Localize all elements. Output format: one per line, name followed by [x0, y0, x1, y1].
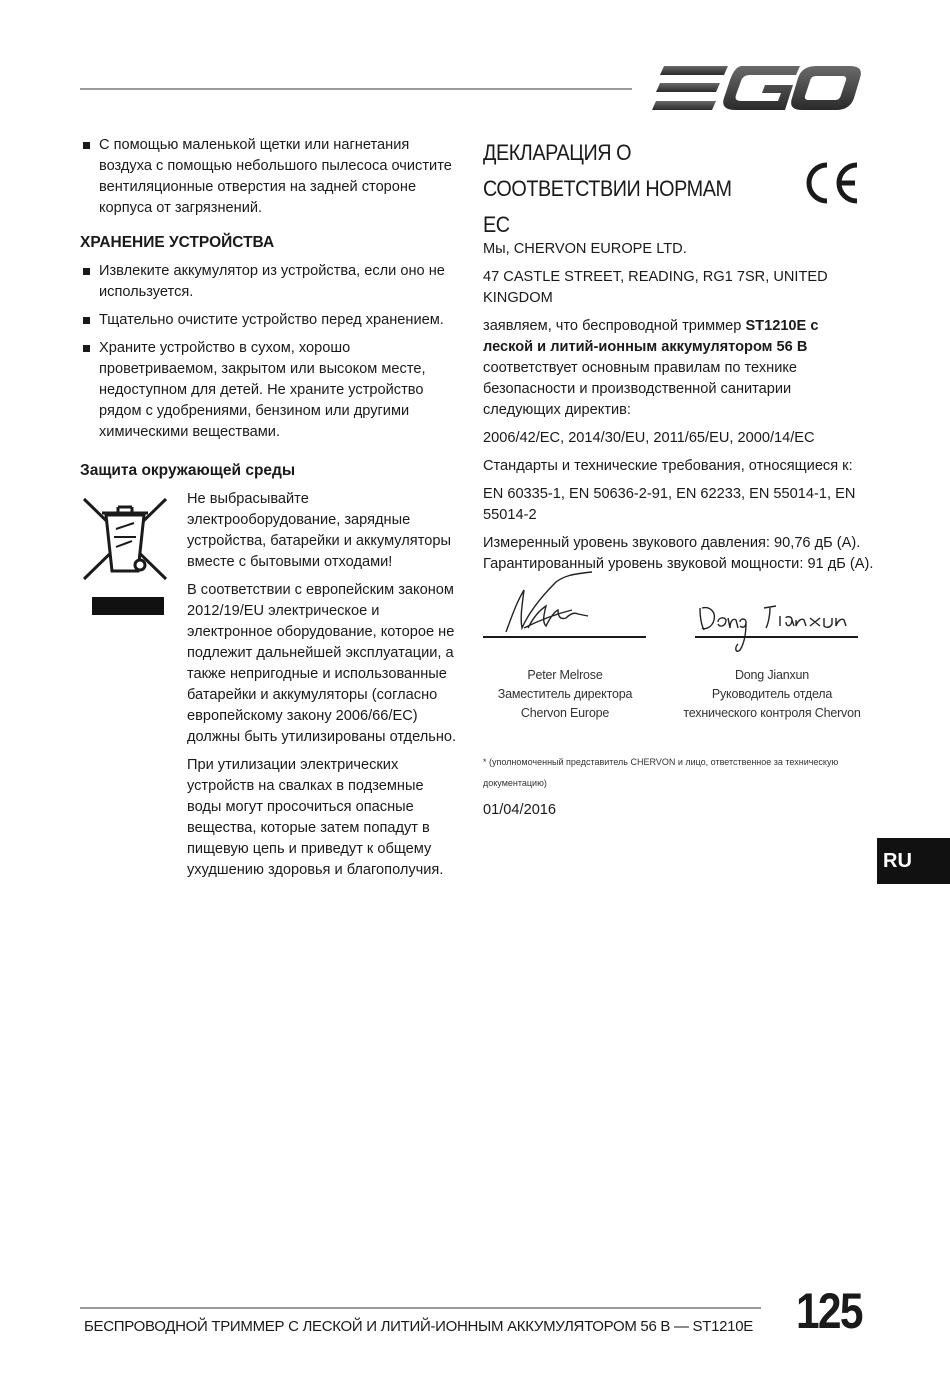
signature-line	[483, 636, 646, 638]
environment-paragraph: Не выбрасывайте электрооборудование, зарядные устройства, батарейки и аккумуляторы вместе с бытовыми отходами!	[187, 491, 451, 570]
company-line: Мы, CHERVON EUROPE LTD.	[483, 241, 687, 257]
product-name: ST1210E с леской и литий-ионным аккумулятором 56 В	[483, 318, 819, 355]
signatory-name: Dong Jianxun	[734, 668, 810, 682]
environment-heading: Защита окружающей среды	[80, 462, 296, 479]
footer-title: БЕСПРОВОДНОЙ ТРИММЕР С ЛЕСКОЙ И ЛИТИЙ-ИОННЫМ АККУМУЛЯТОРОМ 56 В — ST1210E	[84, 1318, 753, 1335]
declaration-statement: заявляем, что беспроводной триммер ST1210E с леской и литий-ионным аккумулятором 56 В соответствует основным правилам по технике безопасности и производственной санитарии следующих директив:	[483, 318, 819, 418]
signatory-block-dong	[672, 666, 872, 723]
environment-section	[80, 489, 460, 881]
footer-rule	[80, 1307, 761, 1309]
sound-pressure: Измеренный уровень звукового давления: 90,76 дБ (А).	[483, 535, 861, 551]
storage-bullet-list	[80, 261, 460, 443]
environment-paragraph: В соответствии с европейским законом 2012/19/EU электрическое и электронное оборудование, которое не подлежит дальнейшей эксплуатации, а также непригодные и использованные батарейки и аккумуляторы (согласно европейскому закону 2006/66/EC) должны быть утилизированы отдельно.	[187, 582, 457, 745]
signatory-org: технического контроля Chervon	[683, 706, 861, 720]
standards-list: EN 60335-1, EN 50636-2-91, EN 62233, EN 55014-1, EN 55014-2	[483, 486, 856, 523]
list-item: Извлеките аккумулятор из устройства, если оно не используется.	[80, 261, 460, 303]
signatory-org: Chervon Europe	[520, 706, 610, 720]
signature-dong-jianxun	[696, 598, 856, 658]
ego-logo	[650, 62, 862, 114]
declaration-heading: ДЕКЛАРАЦИЯ О СООТВЕТСТВИИ НОРМАМ ЕС	[483, 140, 732, 237]
sound-levels	[483, 533, 874, 575]
signatory-name: Peter Melrose	[527, 668, 603, 682]
standards-label: Стандарты и технические требования, относящиеся к:	[483, 458, 853, 474]
signatory-title: Руководитель отдела	[711, 687, 833, 701]
language-tab: RU	[877, 838, 950, 884]
signatory-block-melrose	[470, 666, 660, 723]
signatory-title: Заместитель директора	[497, 687, 633, 701]
bullet-square-icon	[83, 142, 90, 149]
list-item: Храните устройство в сухом, хорошо проветриваемом, закрытом или высоком месте, недоступном для детей. Не храните устройство рядом с удобрениями, бензином или другими химическими веществами.	[80, 338, 460, 443]
header-rule	[80, 88, 632, 90]
storage-heading: ХРАНЕНИЕ УСТРОЙСТВА	[80, 234, 275, 251]
footnote: * (уполномоченный представитель CHERVON и лицо, ответственное за техническую документацию)	[483, 757, 839, 788]
weee-crossed-bin-icon	[82, 493, 168, 623]
sound-power: Гарантированный уровень звуковой мощности: 91 дБ (А).	[483, 556, 874, 572]
company-address: 47 CASTLE STREET, READING, RG1 7SR, UNITED KINGDOM	[483, 269, 828, 306]
bullet-square-icon	[83, 268, 90, 275]
declaration-date: 01/04/2016	[483, 802, 557, 818]
right-column	[483, 135, 874, 575]
bullet-square-icon	[83, 317, 90, 324]
directives-list: 2006/42/EC, 2014/30/EU, 2011/65/EU, 2000/14/EC	[483, 430, 815, 446]
page-number: 125	[796, 1283, 862, 1339]
list-item: С помощью маленькой щетки или нагнетания воздуха с помощью небольшого пылесоса очистите вентиляционные отверстия на задней стороне корпуса от загрязнений.	[80, 135, 460, 219]
bullet-square-icon	[83, 345, 90, 352]
signature-peter-melrose	[500, 570, 610, 640]
environment-paragraph: При утилизации электрических устройств на свалках в подземные воды могут просочиться опасные вещества, которые затем попадут в пищевую цепь и приведут к общему ухудшению здоровья и благополучия.	[187, 757, 444, 878]
list-item: Тщательно очистите устройство перед хранением.	[80, 310, 460, 331]
maintenance-bullet-list	[80, 135, 460, 219]
left-column	[80, 135, 460, 888]
signature-line	[695, 636, 858, 638]
